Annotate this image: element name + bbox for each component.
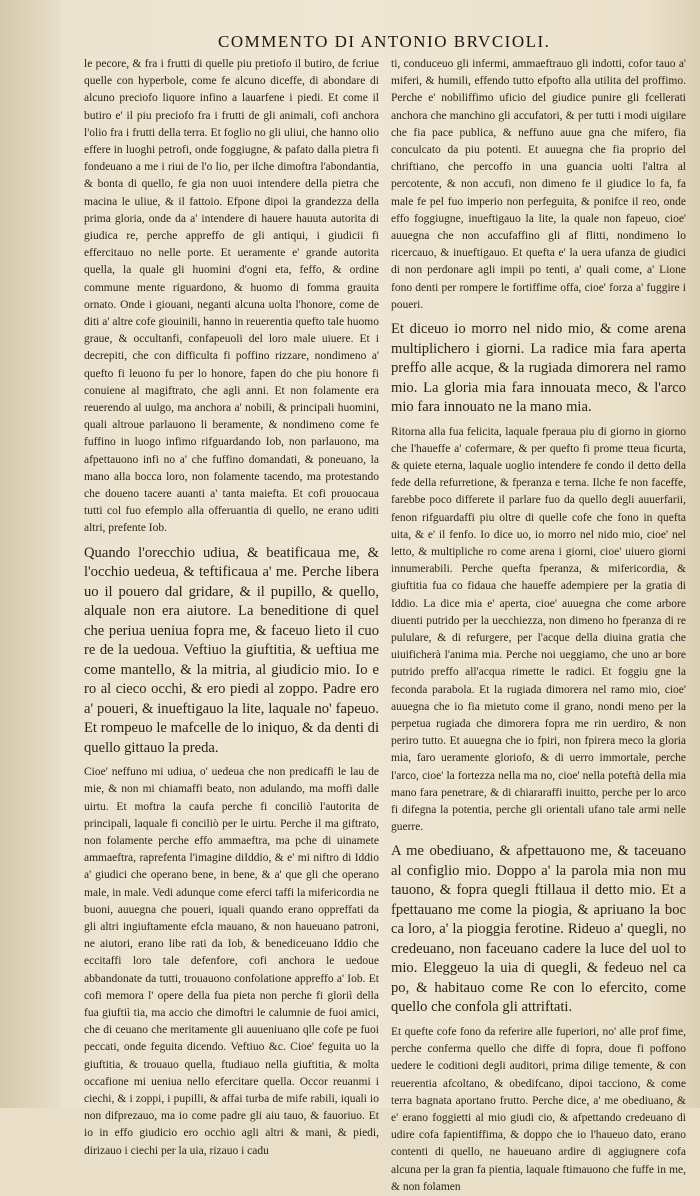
left-column <box>84 56 379 1157</box>
scripture-verse: Et diceuo io morro nel nido mio, & come arena multiplichero i giorni. La radice mia fara aperta preffo alle acque, & la rugiada dimorera nel ramo mio. La gloria mia fara innouata meco, & l'arco mio fara innouato ne la mano mia. <box>391 321 686 416</box>
scripture-verse: Quando l'orecchio udiua, & beatificaua me, & l'occhio uedeua, & teftificaua a' me. Perche libera uo il pouero dal gridare, & il pupillo, & quello, alquale non era aiutore. La beneditione di quel che periua ueniua fopra me, & faceuo lieto il cuo re de la uedoua. Veftiuo la giuftitia, & ueftiua me come mantello, & la mitria, al giudicio mio. Io e ro al cieco occhi, & ero piedi al zoppo. Padre ero a' poueri, & inueftigauo la lite, laquale no' fapeuo. Et rompeuo le mafcelle de lo iniquo, & da denti di quello gittauo la preda. <box>84 544 379 756</box>
commentary-paragraph: Cioe' neffuno mi udiua, o' uedeua che non predicaffi le lau de mie, & non mi chiamaffi beato, non adulando, ma moffi dalle uirtu. Et moftra la caufa perche fi conciliò l'autorita de principali, laquale fi conciliò per le uirtu. Perche il ma giftrato, non folamente perche effo ammaeftra, ma pche di uinamete ammaeftra, raprefenta l'imagine diIddio, & e' mi niftro di Iddio a' giudici che operano bene, in bene, & a' que gli che operano male, in male. Vedi adunque come eferci taffi la mifericordia ne buoni, auuegna che poueri, iquali quando erano oppreffati da gli altri ingiuftamente efcla mauano, & non haueuano patroni, ne aiutori, erano libe rati da Iob, & benediceuano Iddio che eccitaffi loro tale defenfore, cofi anchora le uedoue abbandonate da tutti, trouauono confolatione appreffo a' Iob. Et cofi memora l' opere della fua pieta non perche fi gloriì della fua giuftiì tia, ma accio che dimoftri le calumnie de fuoi amici, che di ceuano che meritamente gli auueniuano qlle cofe pe fuoi peccati, onde feguita dicendo. Veftiuo &c. Cioe' feguita uo la giuftitia, & trouauo quella, ftudiauo nella giuftitia, & molta occafione mi ueniua nello efercitare quella. Occor reuanmi i ciechi, & i zoppi, i pupilli, & affai turba de mife rabili, iquali io non difprezauo, ma io come padre gli aiu tauo, & fauoriuo. Et io in effo giudicio ero occhio agli altri & mani, & piedi, dirizauo i ciechi per la uia, rizauo i cadu <box>84 766 379 1157</box>
commentary-paragraph: Ritorna alla fua felicita, laquale fperaua piu di giorno in giorno che l'haueffe a' cofermare, & per quefto fi prome tteua ficurta, & quiete eterna, laquale uoglio intendere fe condo il detto della fede della refurretione, & fperanza e terna. Ilche fe non faceffe, farebbe poco differete il parlare fuo da quello degli auuerfarii, fenon rifguardaffi piu oltre di quelle cofe che fono in quefta uita, & e' il fenfo. Io dice uo, io morro nel nido mio, cioe' nel letto, & multipliche ro come arena i giorni, cioe' uiuero giorni innumerabili. Perche quefta fperanza, & mifericordia, & giuftitia fua co fidaua che haueffe adempiere per la gratia di Iddio. La dice mia e' aperta, cioe' auuegna che come arbore diuenti putrido per la uecchiezza, non dimeno ho fperanza di re pululare, & di refurgere, per l'acque della diuina gratia che uiuificherà l'anima mia. Perche noi ueggiamo, che uno ar bore putrido preffo all'acqua rimette le radici. Et foggiu gne la feconda parabola. Et la rugiada dimorera nel ramo mio, cioe' auuegna che io fia mietuto come il grano, nondi meno per la perpetua rugiada che dimorera fopra me rin uerdiro, & non periro tutto. Et auuegna che io fpiri, non fpirera meco la gloria mia, faro ueramente gloriofo, & di uerro immortale, perche l'arco, cioe' la fortezza nella ma no, cioe' nella poteftà della mia mano fara penetrare, & di chiararaffi inuitto, perche per lo arco fi difegna la potentia, perche gli orientali ufano tale armi nelle guerre. <box>391 425 686 834</box>
running-header: COMMENTO DI ANTONIO BRVCIOLI. <box>218 32 551 51</box>
commentary-paragraph: le pecore, & fra i frutti di quelle piu pretiofo il butiro, de fcriue quelle con hyperbole, come fe alcuno diceffe, di abondare di alcuno preciofo liquore infino a lauarfene i piedi. Et come il butiro e' il piu preciofo fra i frutti de gli animali, cofi anchora l'olio fra i frutti della terra. Et foglio no gli uliui, che hanno olio effere in luoghi petrofi, onde foggiugne, & pafato dalla pietra fi fondeuano a me i riui de l'o lio, per ilche dimoftra l'abondantia, & bonta di quello, fe gia non uuoi intendere della pietra che macina le uliue, & il fattoio. Efpone dipoi la grandezza della prima gloria, onde da a' intendere di hauere hauuta autorita di giudica re, perche appreffo de gli antiqui, i giudicii fi effercitauo no nelle porte. Et ueramente e' grande autorita quella, la quale gli huomini d'ogni eta, feffo, & ordine commune mente riguardono, & huomo di fomma grauita ornato. Onde i giouani, neganti alcuna uolta l'honore, come de diti a' altre cofe giouinili, hanno in reuerentia quefto tale huomo graue, & occultanfi, confapeuoli del loro male uiuere. Et i decrepiti, che con difficulta fi poffino rizzare, nondimeno a' quefto fi leuono fu per lo honore, fapen do che piu honore fi conuiene al magiftrato, che agli anni. Et non folamente era reuerendo al uulgo, ma anchora a' nobili, & principali huomini, quali altroue parlauono li beramente, & nondimeno come fe fuffino in luogo infimo rifguardando Iob, non parlauono, ma afpettauono infi no a' che fuffino domandati, & poneuano, la mano alla bocca loro, non folamente tacendo, ma protestando che doueno tacere auanti a' tanta maiefta. Et cofi prouocaua tutti col fuo efemplo alla offeruantia di quello, ne erano uditi altri, prefente Iob. <box>84 58 379 535</box>
text-columns <box>84 56 686 1193</box>
commentary-paragraph: ti, conduceuo gli infermi, ammaeftrauo gli indotti, cofor tauo a' miferi, & humili, effendo tutto efpofto alla utilita del proffimo. Perche e' nobiliffimo uficio del giudice punire gli fcellerati anchora che manchino gli accufatori, & per tutti i modi uigilare che fia pace publica, & neffuno auue gna che mifero, fia conculcato da piu potenti. Et auuegna che fia proprio del chriftiano, che percoffo in una guancia uolti l'altra al percotente, & non accufi, non dimeno fe il giudice lo fa, fa male fe pel fuo imperio non perfeguita, & ponifce il reo, onde effo foggiugne, inueftigauo la lite, la quale non fapeuo, cioe' auuegna che non accufaffino gli af flitti, nondimeno lo ricercauo, & inueftigauo. Et quefta e' la uera ufanza de giudici di non perdonare agli impii po tenti, a' quali come, a' Lione fono denti per rompere le fortiffime offa, cioe' forza a' fuggire i poueri. <box>391 58 686 311</box>
commentary-paragraph: Et quefte cofe fono da referire alle fuperiori, no' alle prof fime, perche conferma quello che diffe di fopra, doue fi poffono uedere le coditioni degli auditori, prima dilige temente, & con reuerentia afcoltano, & obedifcano, dipoi tacciono, & come terra bagnata aportano frutto. Perche dice, a' me obediuano, & e' erano foggietti al mio giudi cio, & afpettando credeuano di udire cofa fapientiffima, & doppo che io l'haueuo dato, erano contenti di quello, ne haueuano ardire di aggiugnere cofa alcuna per la gran fa pientia, laquale ftimauono che fuffe in me, & non folamen <box>391 1025 686 1193</box>
right-column <box>391 56 686 1193</box>
scripture-verse: A me obediuano, & afpettauono me, & taceuano al configlio mio. Doppo a' la parola mia non mu tauono, & fopra quegli ftillaua il detto mio. Et a fpettauano me come la piogia, & apriuano la boc ca loro, a' la pioggia ferotine. Rideuo a' quegli, no credeuano, non faceuano cadere la luce del uol to mio. Eleggeuo la uia di quegli, & fedeuo nel ca po, & habitauo come Re con lo efercito, come quello che confola gli attriftati. <box>391 843 686 1016</box>
